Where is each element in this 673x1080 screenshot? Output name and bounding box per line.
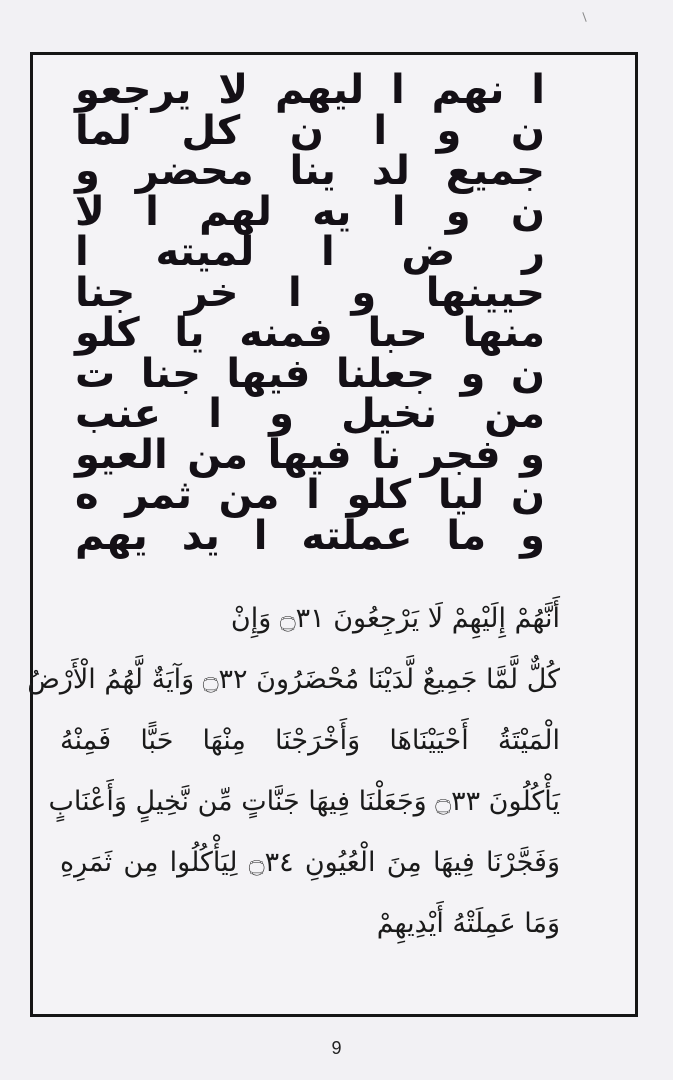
kufic-line: و ما عملته ا يد يهم xyxy=(75,512,545,559)
scan-mark xyxy=(582,12,586,22)
kufic-line: ن و ا ن كل لما xyxy=(75,107,545,154)
kufic-line: ن و جعلنا فيها جنا ت xyxy=(75,350,545,397)
page-number: 9 xyxy=(331,1038,342,1058)
naskh-line: أَنَّهُمْ إِلَيْهِمْ لَا يَرْجِعُونَ ۝٣١ وَإِنْ xyxy=(230,603,560,634)
naskh-line: وَمَا عَمِلَتْهُ أَيْدِيهِمْ xyxy=(376,908,560,939)
kufic-script-block xyxy=(75,67,545,559)
kufic-line: منها حبا فمنه يا كلو xyxy=(75,310,545,356)
kufic-line: ا نهم ا ليهم لا يرجعو xyxy=(75,67,545,113)
naskh-script-block xyxy=(27,588,560,954)
naskh-line: يَأْكُلُونَ ۝٣٣ وَجَعَلْنَا فِيهَا جَنَّاتٍ مِّن نَّخِيلٍ وَأَعْنَابٍ xyxy=(48,786,560,817)
naskh-line: الْمَيْتَةُ أَحْيَيْنَاهَا وَأَخْرَجْنَا مِنْهَا حَبًّا فَمِنْهُ xyxy=(60,725,560,756)
kufic-line: ن ليا كلو ا من ثمر ه xyxy=(75,472,545,518)
kufic-line: من نخيل و ا عنب xyxy=(75,391,545,437)
kufic-line: ن و ا يه لهم ا لا xyxy=(75,188,545,235)
kufic-line: و فجر نا فيها من العيو xyxy=(75,431,545,478)
naskh-line: كُلٌّ لَّمَّا جَمِيعٌ لَّدَيْنَا مُحْضَرُونَ ۝٣٢ وَآيَةٌ لَّهُمُ الْأَرْضُ xyxy=(27,664,560,695)
kufic-line: ر ض ا لميته ا xyxy=(75,229,545,275)
kufic-line: جميع لد ينا محضر و xyxy=(75,148,545,194)
naskh-line: وَفَجَّرْنَا فِيهَا مِنَ الْعُيُونِ ۝٣٤ لِيَأْكُلُوا مِن ثَمَرِهِ xyxy=(60,847,560,878)
kufic-line: حيينها و ا خر جنا xyxy=(75,269,545,316)
